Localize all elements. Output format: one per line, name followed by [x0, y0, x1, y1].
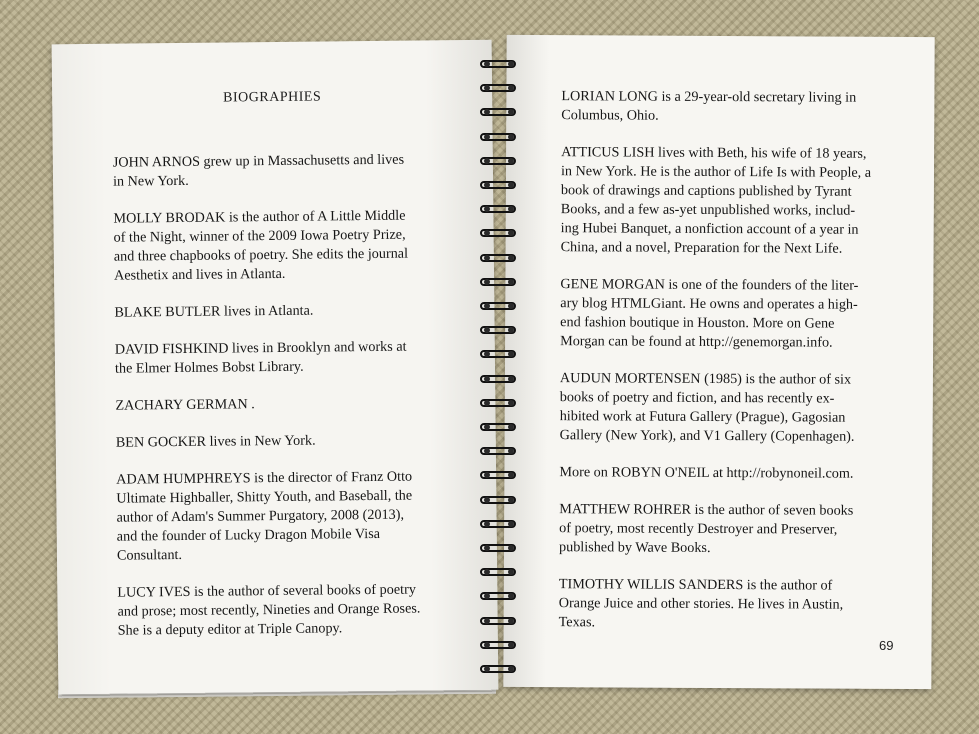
right-page [503, 35, 934, 689]
punch-hole [508, 61, 514, 67]
punch-hole [484, 666, 490, 672]
bio-line: of the Night, winner of the 2009 Iowa Poetry Prize, [113, 226, 406, 246]
bio-line: ATTICUS LISH lives with Beth, his wife of 18 years, [561, 144, 867, 162]
coil-ring [478, 205, 520, 214]
punch-hole [508, 279, 514, 285]
bio-line: and three chapbooks of poetry. She edits the journal [113, 245, 409, 265]
coil-ring [478, 447, 520, 456]
bio-line: China, and a novel, Preparation for the Next Life. [560, 239, 843, 257]
bio-entry [115, 337, 455, 379]
left-page [52, 40, 499, 695]
coil-ring [478, 60, 520, 69]
bio-entry [559, 575, 904, 634]
bio-line: Columbus, Ohio. [561, 107, 659, 124]
coil-ring [478, 568, 520, 577]
bio-line: of poetry, most recently Destroyer and Preserver, [559, 520, 838, 538]
bio-entry [113, 206, 454, 286]
punch-hole [508, 545, 514, 551]
bio-entry [116, 467, 457, 566]
bio-line: ing Hubei Banquet, a nonfiction account of a year in [560, 220, 859, 238]
bio-entry [560, 275, 905, 353]
punch-hole [484, 497, 490, 503]
bio-entry [117, 580, 458, 641]
bio-line: GENE MORGAN is one of the founders of the liter- [560, 276, 859, 294]
coil-ring [478, 133, 520, 142]
bio-line: in New York. He is the author of Life Is with People, a [560, 163, 872, 181]
bio-entry [561, 87, 906, 127]
coil-ring [478, 84, 520, 93]
punch-hole [484, 642, 490, 648]
bio-line: LORIAN LONG is a 29-year-old secretary living in [561, 88, 857, 106]
punch-hole [508, 618, 514, 624]
bio-line: and prose; most recently, Nineties and Orange Roses. [117, 600, 421, 620]
punch-hole [508, 158, 514, 164]
bio-line: end fashion boutique in Houston. More on Gene [560, 314, 835, 332]
bio-entry [560, 369, 905, 447]
punch-hole [484, 376, 490, 382]
bio-line: MATTHEW ROHRER is the author of seven books [559, 501, 854, 519]
punch-hole [484, 279, 490, 285]
bio-line: TIMOTHY WILLIS SANDERS is the author of [558, 576, 833, 594]
coil-ring [478, 665, 520, 674]
bio-line: ZACHARY GERMAN . [115, 396, 255, 414]
bio-entry [561, 143, 907, 259]
coil-ring [478, 520, 520, 529]
coil-ring [478, 375, 520, 384]
coil-ring [478, 229, 520, 238]
punch-hole [484, 182, 490, 188]
spiral-binding [478, 60, 520, 700]
right-bio-list [558, 87, 906, 652]
coil-ring [478, 641, 520, 650]
punch-hole [508, 642, 514, 648]
punch-hole [484, 255, 490, 261]
coil-ring [478, 592, 520, 601]
punch-hole [508, 255, 514, 261]
coil-ring [478, 350, 520, 359]
coil-ring [478, 181, 520, 190]
bio-line: Aesthetix and lives in Atlanta. [113, 265, 286, 284]
coil-ring [478, 423, 520, 432]
bio-entry [115, 393, 455, 416]
bio-line: DAVID FISHKIND lives in Brooklyn and works at [114, 338, 407, 358]
punch-hole [484, 303, 490, 309]
bio-line: Ultimate Highballer, Shitty Youth, and Baseball, the [116, 487, 413, 507]
coil-ring [478, 278, 520, 287]
coil-ring [478, 617, 520, 626]
bio-line: published by Wave Books. [558, 539, 711, 556]
left-bio-list [113, 150, 458, 659]
punch-hole [484, 61, 490, 67]
page-number: 69 [879, 637, 894, 653]
coil-ring [478, 302, 520, 311]
bio-line: More on ROBYN O'NEIL at http://robynoneil.com. [559, 464, 854, 482]
bio-line: She is a deputy editor at Triple Canopy. [117, 620, 343, 639]
bio-line: AUDUN MORTENSEN (1985) is the author of six [559, 370, 852, 388]
bio-entry [559, 500, 904, 559]
punch-hole [508, 182, 514, 188]
bio-line: in New York. [112, 172, 189, 190]
punch-hole [484, 618, 490, 624]
coil-ring [478, 544, 520, 553]
punch-hole [508, 400, 514, 406]
bio-line: ADAM HUMPHREYS is the director of Franz Otto [116, 468, 413, 488]
page-heading: BIOGRAPHIES [223, 89, 322, 106]
punch-hole [484, 134, 490, 140]
coil-ring [478, 496, 520, 505]
bio-line: Gallery (New York), and V1 Gallery (Copenhagen). [559, 427, 855, 445]
coil-ring [478, 254, 520, 263]
bio-line: BEN GOCKER lives in New York. [115, 432, 316, 451]
bio-line: MOLLY BRODAK is the author of A Little Middle [113, 207, 406, 227]
bio-line: BLAKE BUTLER lives in Atlanta. [114, 302, 314, 321]
punch-hole [508, 497, 514, 503]
bio-line: author of Adam's Summer Purgatory, 2008 (2013), [116, 506, 405, 526]
bio-line: JOHN ARNOS grew up in Massachusetts and lives [112, 151, 405, 171]
punch-hole [508, 424, 514, 430]
coil-ring [478, 157, 520, 166]
punch-hole [484, 400, 490, 406]
bio-line: Morgan can be found at http://genemorgan.info. [560, 333, 833, 351]
punch-hole [508, 134, 514, 140]
punch-hole [508, 666, 514, 672]
punch-hole [508, 376, 514, 382]
coil-ring [478, 471, 520, 480]
punch-hole [484, 545, 490, 551]
punch-hole [484, 521, 490, 527]
bio-entry [113, 150, 453, 192]
bio-line: LUCY IVES is the author of several books of poetry [117, 581, 416, 601]
bio-line: book of drawings and captions published by Tyrant [560, 182, 852, 200]
punch-hole [508, 303, 514, 309]
bio-entry [116, 430, 456, 453]
punch-hole [508, 521, 514, 527]
bio-line: ary blog HTMLGiant. He owns and operates a high- [560, 295, 858, 313]
bio-line: the Elmer Holmes Bobst Library. [114, 358, 304, 377]
bio-entry [114, 300, 454, 323]
bio-line: Books, and a few as-yet unpublished works, includ- [560, 201, 856, 219]
punch-hole [484, 158, 490, 164]
coil-ring [478, 326, 520, 335]
coil-ring [478, 108, 520, 117]
bio-line: books of poetry and fiction, and has recently ex- [559, 389, 835, 407]
bio-line: and the founder of Lucky Dragon Mobile Visa [116, 525, 381, 545]
bio-line: hibited work at Futura Gallery (Prague), Gagosian [559, 408, 846, 426]
punch-hole [484, 424, 490, 430]
bio-line: Consultant. [116, 546, 183, 564]
bio-line: Orange Juice and other stories. He lives in Austin, [558, 595, 844, 613]
bio-entry [559, 463, 904, 484]
coil-ring [478, 399, 520, 408]
bio-line: Texas. [558, 614, 596, 631]
